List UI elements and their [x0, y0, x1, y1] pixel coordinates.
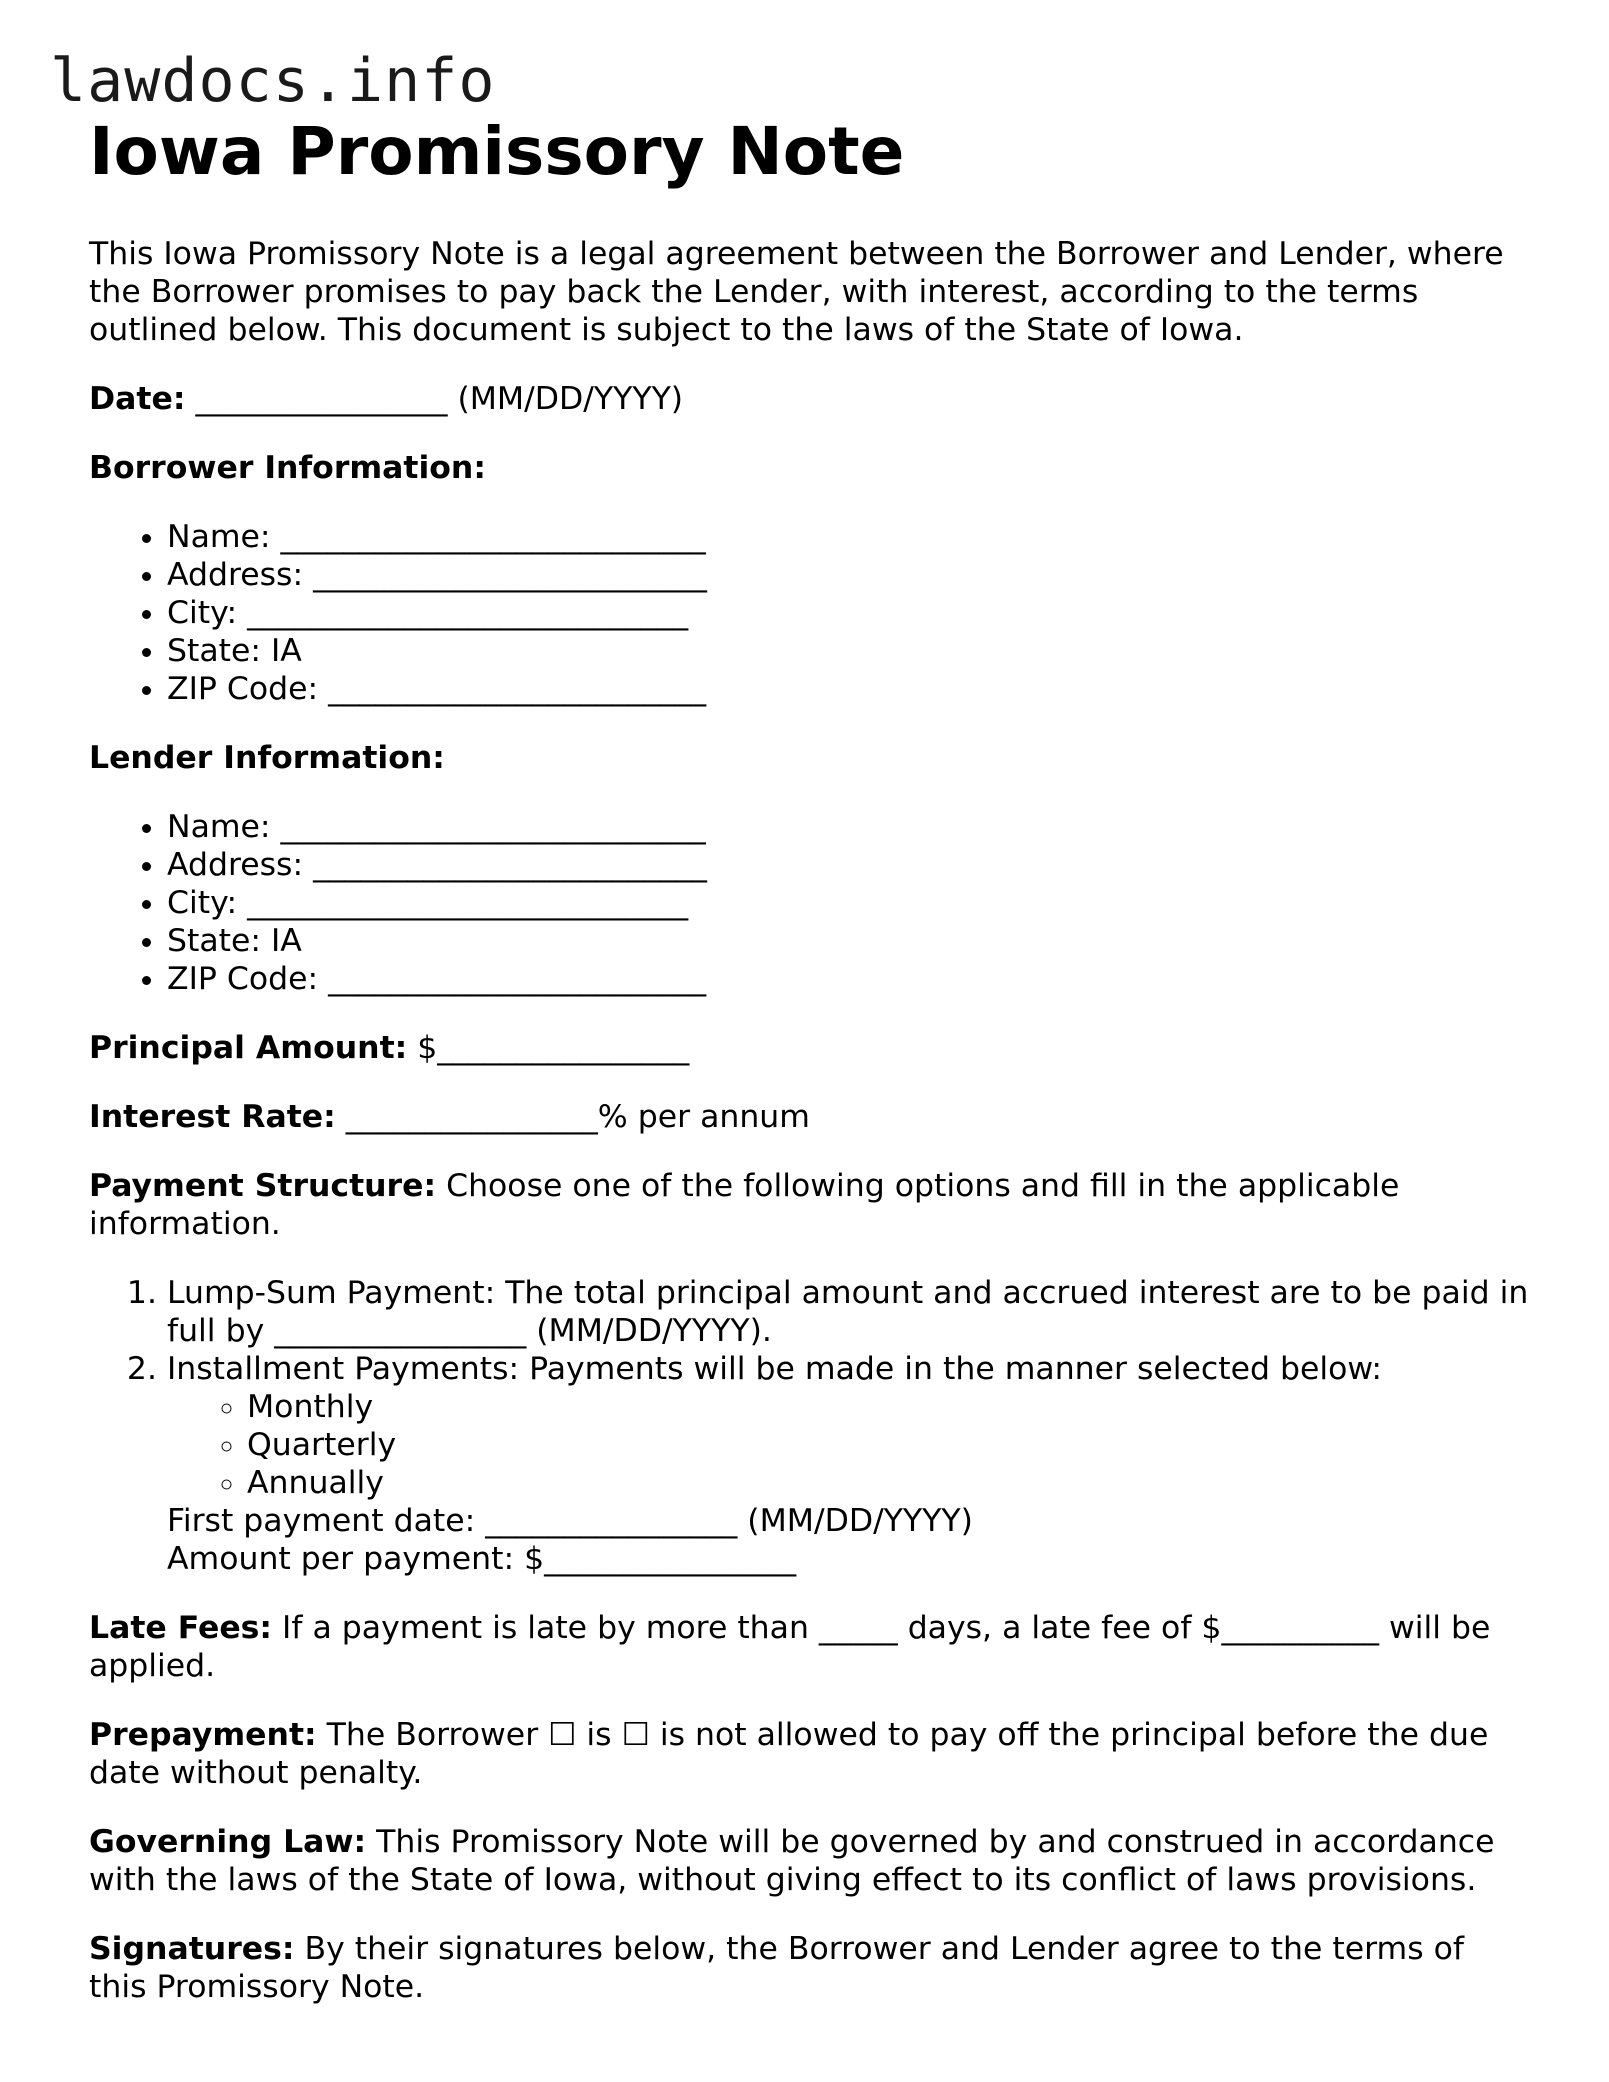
date-blank: ________________ (MM/DD/YYYY)	[185, 381, 684, 417]
borrower-name-field: • Name: ___________________________	[167, 518, 1529, 556]
borrower-zip-field: • ZIP Code: ________________________	[167, 670, 1529, 708]
installment-option	[167, 1350, 1529, 1578]
intro-paragraph: This Iowa Promissory Note is a legal agreement between the Borrower and Lender, where the Borrower promises to pay back the Lender, with interest, according to the terms outlined below. This document is subject to the laws of the State of Iowa.	[89, 236, 1504, 348]
principal-label: Principal Amount:	[89, 1030, 408, 1066]
lender-address-field: • Address: _________________________	[167, 846, 1529, 884]
principal-blank: $________________	[407, 1030, 690, 1066]
payment-text: Choose one of the following options and fill in the applicable information.	[89, 1168, 1400, 1242]
late-fees-label: Late Fees:	[89, 1610, 273, 1646]
signatures-text: By their signatures below, the Borrower and Lender agree to the terms of this Promissory Note.	[89, 1931, 1464, 2005]
payment-label: Payment Structure:	[89, 1168, 437, 1204]
payment-structure	[89, 1167, 1529, 1243]
borrower-city-field: • City: ____________________________	[167, 594, 1529, 632]
page-title: Iowa Promissory Note	[89, 113, 905, 190]
principal-field	[89, 1029, 1529, 1067]
lender-state-field: • State: IA	[167, 922, 1529, 960]
installment-text: Installment Payments: Payments will be made in the manner selected below:	[167, 1351, 1383, 1387]
document-body	[89, 112, 1529, 2037]
lender-name-field: • Name: ___________________________	[167, 808, 1529, 846]
first-payment-date: First payment date: ________________ (MM/DD/YYYY)	[167, 1503, 973, 1539]
frequency-annually: ◦ Annually	[247, 1464, 1529, 1502]
payment-options	[89, 1274, 1529, 1578]
prepayment-text: The Borrower ☐ is ☐ is not allowed to pay off the principal before the due date without penalty.	[89, 1717, 1489, 1791]
prepayment-clause	[89, 1716, 1529, 1792]
lump-sum-option: 1. Lump-Sum Payment: The total principal amount and accrued interest are to be paid in full by ________________ (MM/DD/YYYY).	[167, 1274, 1529, 1350]
borrower-fields	[89, 518, 1529, 708]
site-watermark: lawdocs.info	[50, 46, 496, 116]
lender-city-field: • City: ____________________________	[167, 884, 1529, 922]
signatures-label: Signatures:	[89, 1931, 295, 1967]
signatures-clause	[89, 1930, 1529, 2006]
borrower-state-field: • State: IA	[167, 632, 1529, 670]
late-fees-clause	[89, 1609, 1529, 1685]
date-field	[89, 380, 1529, 418]
lender-zip-field: • ZIP Code: ________________________	[167, 960, 1529, 998]
borrower-heading: Borrower Information:	[89, 450, 486, 486]
frequency-quarterly: ◦ Quarterly	[247, 1426, 1529, 1464]
interest-label: Interest Rate:	[89, 1099, 336, 1135]
governing-law-label: Governing Law:	[89, 1824, 367, 1860]
lender-fields	[89, 808, 1529, 998]
frequency-monthly: ◦ Monthly	[247, 1388, 1529, 1426]
governing-law-text: This Promissory Note will be governed by and construed in accordance with the laws of the State of Iowa, without giving effect to its conflict of laws provisions.	[89, 1824, 1495, 1898]
governing-law-clause	[89, 1823, 1529, 1899]
late-fees-text: If a payment is late by more than _____ days, a late fee of $__________ will be applied.	[89, 1610, 1491, 1684]
interest-blank: ________________% per annum	[335, 1099, 810, 1135]
interest-field	[89, 1098, 1529, 1136]
prepayment-label: Prepayment:	[89, 1717, 317, 1753]
date-label: Date:	[89, 381, 186, 417]
amount-per-payment: Amount per payment: $________________	[167, 1541, 797, 1577]
frequency-list	[167, 1388, 1529, 1502]
lender-heading: Lender Information:	[89, 740, 445, 776]
borrower-address-field: • Address: _________________________	[167, 556, 1529, 594]
